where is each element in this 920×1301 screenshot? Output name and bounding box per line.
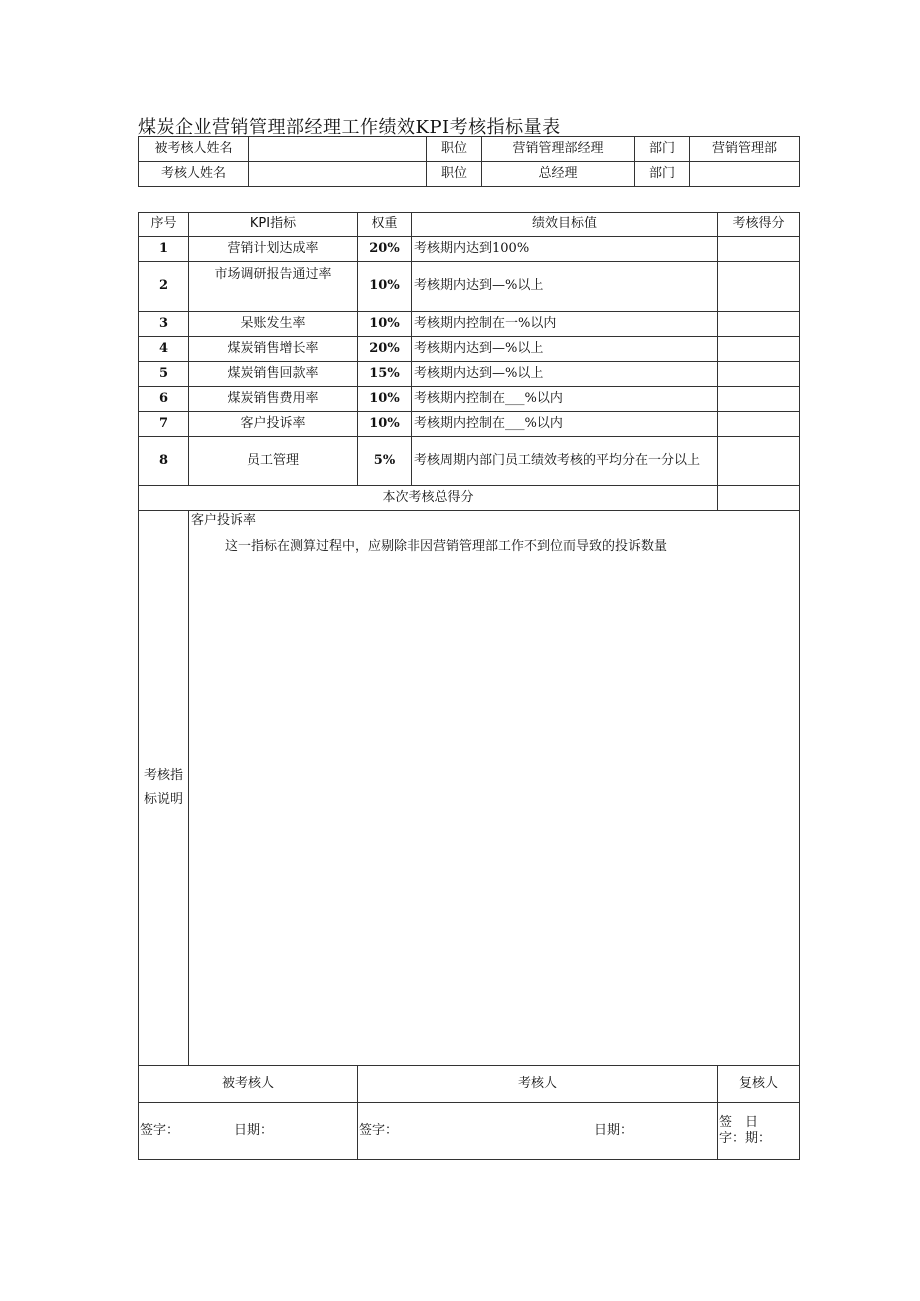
- kpi-score-field[interactable]: [718, 412, 800, 437]
- kpi-name: 客户投诉率: [189, 412, 358, 437]
- date-label: 日期：: [593, 1122, 633, 1138]
- explanation-text: 这一指标在测算过程中，应剔除非因营销管理部工作不到位而导致的投诉数量: [225, 539, 668, 555]
- evaluatee-department-value: 营销管理部: [690, 137, 800, 162]
- kpi-target: 考核周期内部门员工绩效考核的平均分在一分以上: [412, 437, 718, 486]
- table-row: [139, 262, 800, 312]
- evaluator-department-field[interactable]: [690, 162, 800, 187]
- row-no: 1: [139, 237, 189, 262]
- kpi-weight: 10%: [358, 412, 412, 437]
- kpi-weight: 10%: [358, 387, 412, 412]
- evaluator-name-field[interactable]: [249, 162, 427, 187]
- kpi-table: [138, 212, 800, 1160]
- explanation-row: [139, 511, 800, 1066]
- row-no: 3: [139, 312, 189, 337]
- row-no: 4: [139, 337, 189, 362]
- date-label: 日期：: [745, 1114, 772, 1146]
- total-score-label: 本次考核总得分: [139, 486, 718, 511]
- kpi-score-field[interactable]: [718, 237, 800, 262]
- kpi-weight: 20%: [358, 337, 412, 362]
- total-row: [139, 486, 800, 511]
- kpi-score-field[interactable]: [718, 437, 800, 486]
- kpi-target: 考核期内控制在___%以内: [412, 412, 718, 437]
- kpi-score-field[interactable]: [718, 262, 800, 312]
- reviewer-signature-cell[interactable]: [718, 1103, 800, 1160]
- explanation-heading: 客户投诉率: [191, 513, 257, 528]
- evaluator-position-value: 总经理: [482, 162, 635, 187]
- kpi-weight: 15%: [358, 362, 412, 387]
- table-row: [139, 437, 800, 486]
- page-title: 煤炭企业营销管理部经理工作绩效KPI考核指标量表: [138, 117, 561, 138]
- kpi-name: 煤炭销售费用率: [189, 387, 358, 412]
- row-no: 8: [139, 437, 189, 486]
- evaluator-name-label: 考核人姓名: [139, 162, 249, 187]
- header-kpi: KPI指标: [189, 213, 358, 237]
- personnel-info-table: [138, 136, 800, 187]
- signoff-evaluatee: 被考核人: [139, 1066, 358, 1103]
- evaluator-signature-cell[interactable]: [358, 1103, 718, 1160]
- header-target: 绩效目标值: [412, 213, 718, 237]
- kpi-target: 考核期内控制在一%以内: [412, 312, 718, 337]
- kpi-weight: 5%: [358, 437, 412, 486]
- evaluatee-position-value: 营销管理部经理: [482, 137, 635, 162]
- kpi-score-field[interactable]: [718, 312, 800, 337]
- position-label: 职位: [427, 137, 482, 162]
- table-row: [139, 412, 800, 437]
- explanation-label: 考核指标说明: [139, 511, 189, 1066]
- kpi-name: 煤炭销售增长率: [189, 337, 358, 362]
- kpi-weight: 10%: [358, 312, 412, 337]
- department-label: 部门: [635, 137, 690, 162]
- total-score-field[interactable]: [718, 486, 800, 511]
- header-score: 考核得分: [718, 213, 800, 237]
- row-no: 5: [139, 362, 189, 387]
- position-label: 职位: [427, 162, 482, 187]
- table-row: [139, 337, 800, 362]
- evaluator-row: [139, 162, 800, 187]
- header-no: 序号: [139, 213, 189, 237]
- kpi-target: 考核期内达到—%以上: [412, 262, 718, 312]
- kpi-weight: 10%: [358, 262, 412, 312]
- evaluatee-name-label: 被考核人姓名: [139, 137, 249, 162]
- sign-label: 签字：: [359, 1122, 399, 1138]
- kpi-name: 员工管理: [189, 437, 358, 486]
- table-row: [139, 387, 800, 412]
- kpi-header-row: [139, 213, 800, 237]
- date-label: 日期：: [233, 1122, 273, 1138]
- signoff-header-row: [139, 1066, 800, 1103]
- sign-label: 签字：: [140, 1122, 180, 1138]
- kpi-target: 考核期内达到—%以上: [412, 362, 718, 387]
- table-row: [139, 237, 800, 262]
- table-row: [139, 362, 800, 387]
- kpi-weight: 20%: [358, 237, 412, 262]
- kpi-score-field[interactable]: [718, 337, 800, 362]
- table-row: [139, 312, 800, 337]
- kpi-score-field[interactable]: [718, 387, 800, 412]
- kpi-target: 考核期内达到100%: [412, 237, 718, 262]
- header-weight: 权重: [358, 213, 412, 237]
- evaluatee-name-field[interactable]: [249, 137, 427, 162]
- signoff-reviewer: 复核人: [718, 1066, 800, 1103]
- signoff-signature-row: [139, 1103, 800, 1160]
- sign-label: 签字：: [719, 1114, 746, 1146]
- row-no: 6: [139, 387, 189, 412]
- kpi-name: 营销计划达成率: [189, 237, 358, 262]
- evaluatee-signature-cell[interactable]: [139, 1103, 358, 1160]
- kpi-name: 煤炭销售回款率: [189, 362, 358, 387]
- kpi-target: 考核期内控制在___%以内: [412, 387, 718, 412]
- kpi-target: 考核期内达到—%以上: [412, 337, 718, 362]
- department-label: 部门: [635, 162, 690, 187]
- kpi-score-field[interactable]: [718, 362, 800, 387]
- kpi-name: 市场调研报告通过率: [189, 262, 358, 312]
- signoff-evaluator: 考核人: [358, 1066, 718, 1103]
- row-no: 7: [139, 412, 189, 437]
- row-no: 2: [139, 262, 189, 312]
- explanation-content: [189, 511, 800, 1066]
- evaluatee-row: [139, 137, 800, 162]
- kpi-name: 呆账发生率: [189, 312, 358, 337]
